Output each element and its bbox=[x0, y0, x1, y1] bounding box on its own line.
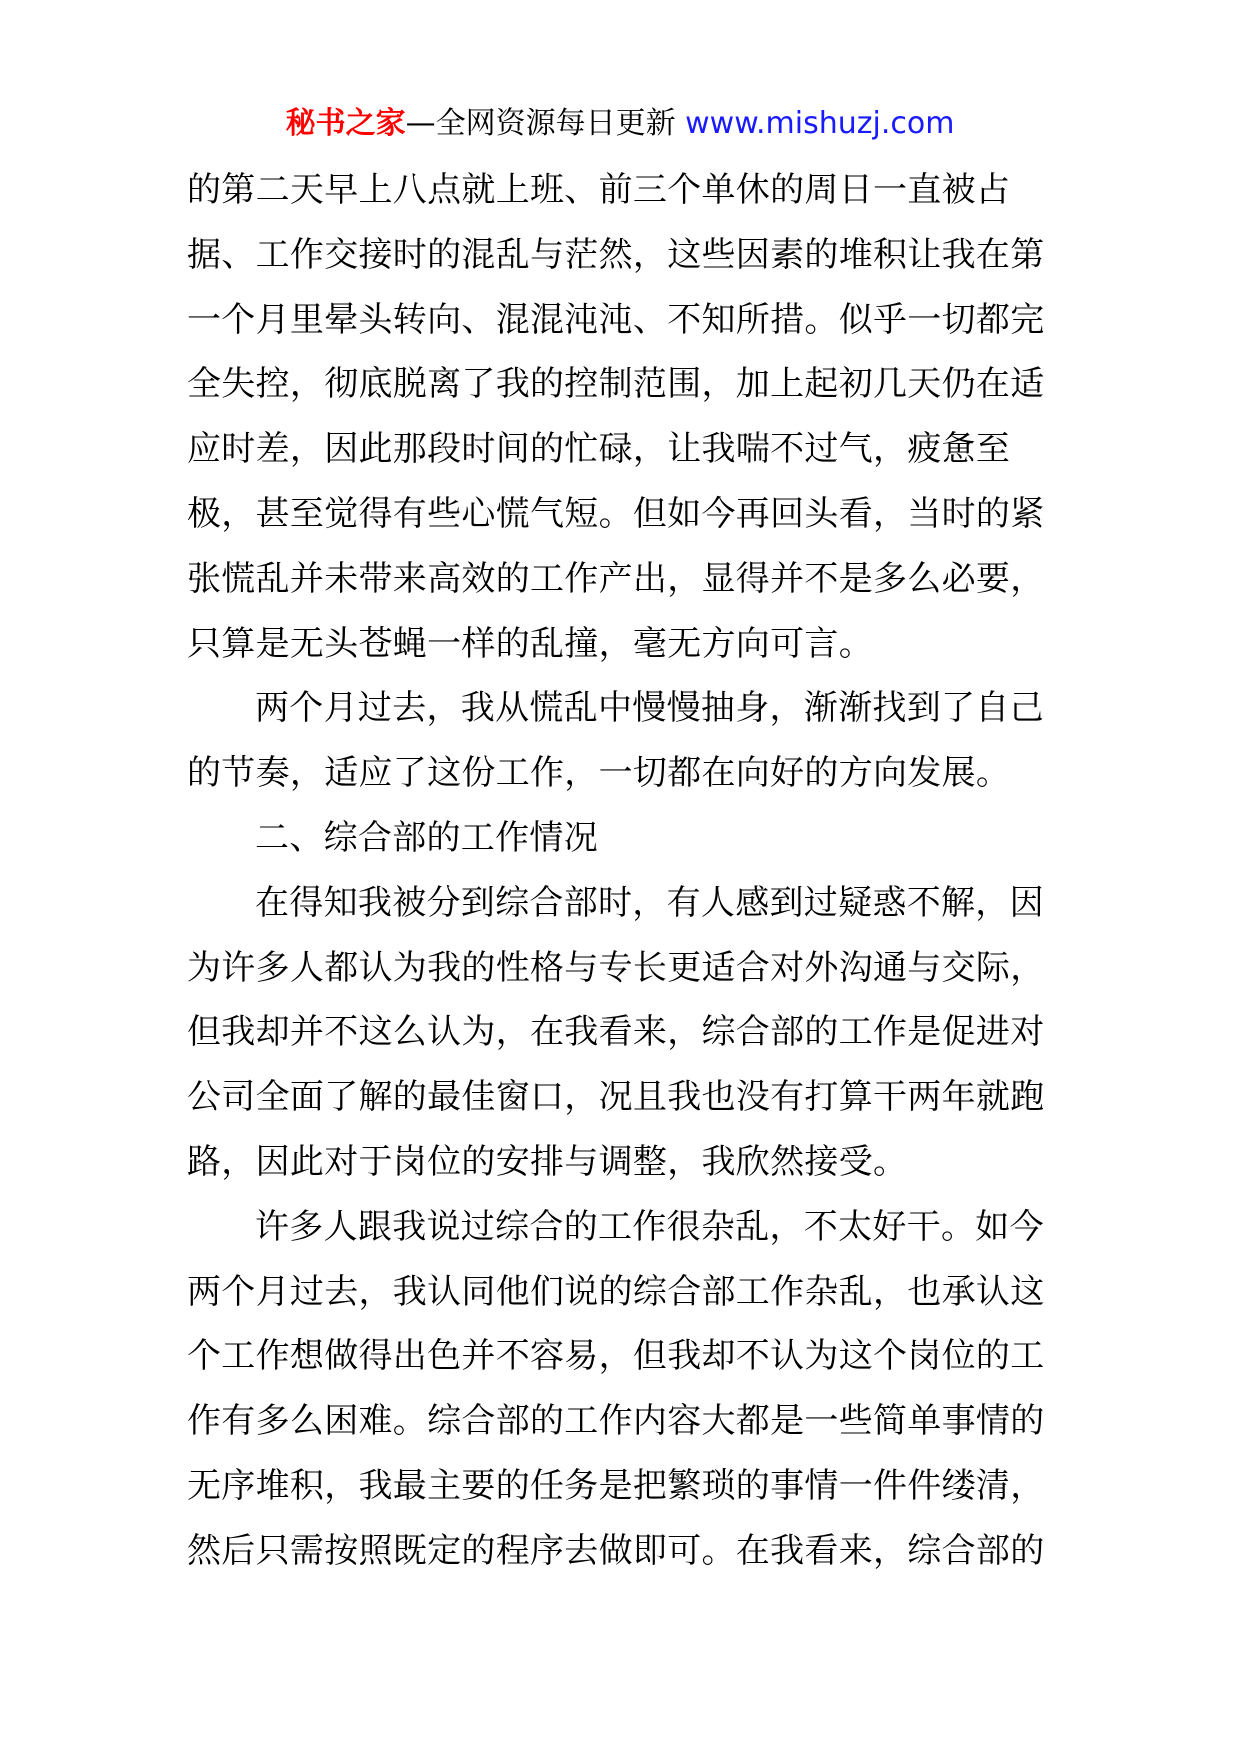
text-line: 路，因此对于岗位的安排与调整，我欣然接受。 bbox=[187, 1141, 908, 1182]
paragraph-start-line: 两个月过去，我从慌乱中慢慢抽身，渐渐找到了自己 bbox=[255, 688, 1044, 729]
text-line: 个工作想做得出色并不容易，但我却不认为这个岗位的工 bbox=[187, 1336, 1045, 1377]
brand-name: 秘书之家 bbox=[285, 106, 406, 141]
text-line: 张慌乱并未带来高效的工作产出，显得并不是多么必要， bbox=[187, 558, 1045, 599]
text-line: 的第二天早上八点就上班、前三个单休的周日一直被占 bbox=[187, 170, 1011, 210]
text-line: 全失控，彻底脱离了我的控制范围，加上起初几天仍在适 bbox=[187, 364, 1045, 405]
text-line: 公司全面了解的最佳窗口，况且我也没有打算干两年就跑 bbox=[187, 1077, 1045, 1118]
text-line: 据、工作交接时的混乱与茫然，这些因素的堆积让我在第 bbox=[187, 234, 1045, 275]
text-line: 两个月过去，我认同他们说的综合部工作杂乱，也承认这 bbox=[187, 1271, 1045, 1312]
header-tagline: —全网资源每日更新 bbox=[405, 106, 676, 141]
document-body bbox=[187, 158, 1067, 1584]
text-line: 无序堆积，我最主要的任务是把繁琐的事情一件件缕清， bbox=[187, 1465, 1045, 1506]
text-line: 但我却并不这么认为，在我看来，综合部的工作是促进对 bbox=[187, 1012, 1045, 1053]
text-line: 一个月里晕头转向、混混沌沌、不知所措。似乎一切都完 bbox=[187, 299, 1045, 340]
text-line: 极，甚至觉得有些心慌气短。但如今再回头看，当时的紧 bbox=[187, 493, 1045, 534]
paragraph-start-line: 在得知我被分到综合部时，有人感到过疑惑不解，因 bbox=[255, 882, 1044, 923]
text-line: 为许多人都认为我的性格与专长更适合对外沟通与交际， bbox=[187, 947, 1045, 988]
text-line: 作有多么困难。综合部的工作内容大都是一些简单事情的 bbox=[187, 1401, 1045, 1442]
site-url-link[interactable]: www.mishuzj.com bbox=[685, 106, 955, 141]
paragraph-start-line: 许多人跟我说过综合的工作很杂乱，不太好干。如今 bbox=[255, 1206, 1044, 1247]
text-line: 的节奏，适应了这份工作，一切都在向好的方向发展。 bbox=[187, 753, 1011, 794]
page-header bbox=[0, 102, 1240, 146]
text-line: 然后只需按照既定的程序去做即可。在我看来，综合部的 bbox=[187, 1530, 1045, 1571]
section-heading: 二、综合部的工作情况 bbox=[255, 817, 598, 858]
text-line: 只算是无头苍蝇一样的乱撞，毫无方向可言。 bbox=[187, 623, 873, 664]
text-line: 应时差，因此那段时间的忙碌，让我喘不过气，疲惫至 bbox=[187, 429, 1011, 470]
